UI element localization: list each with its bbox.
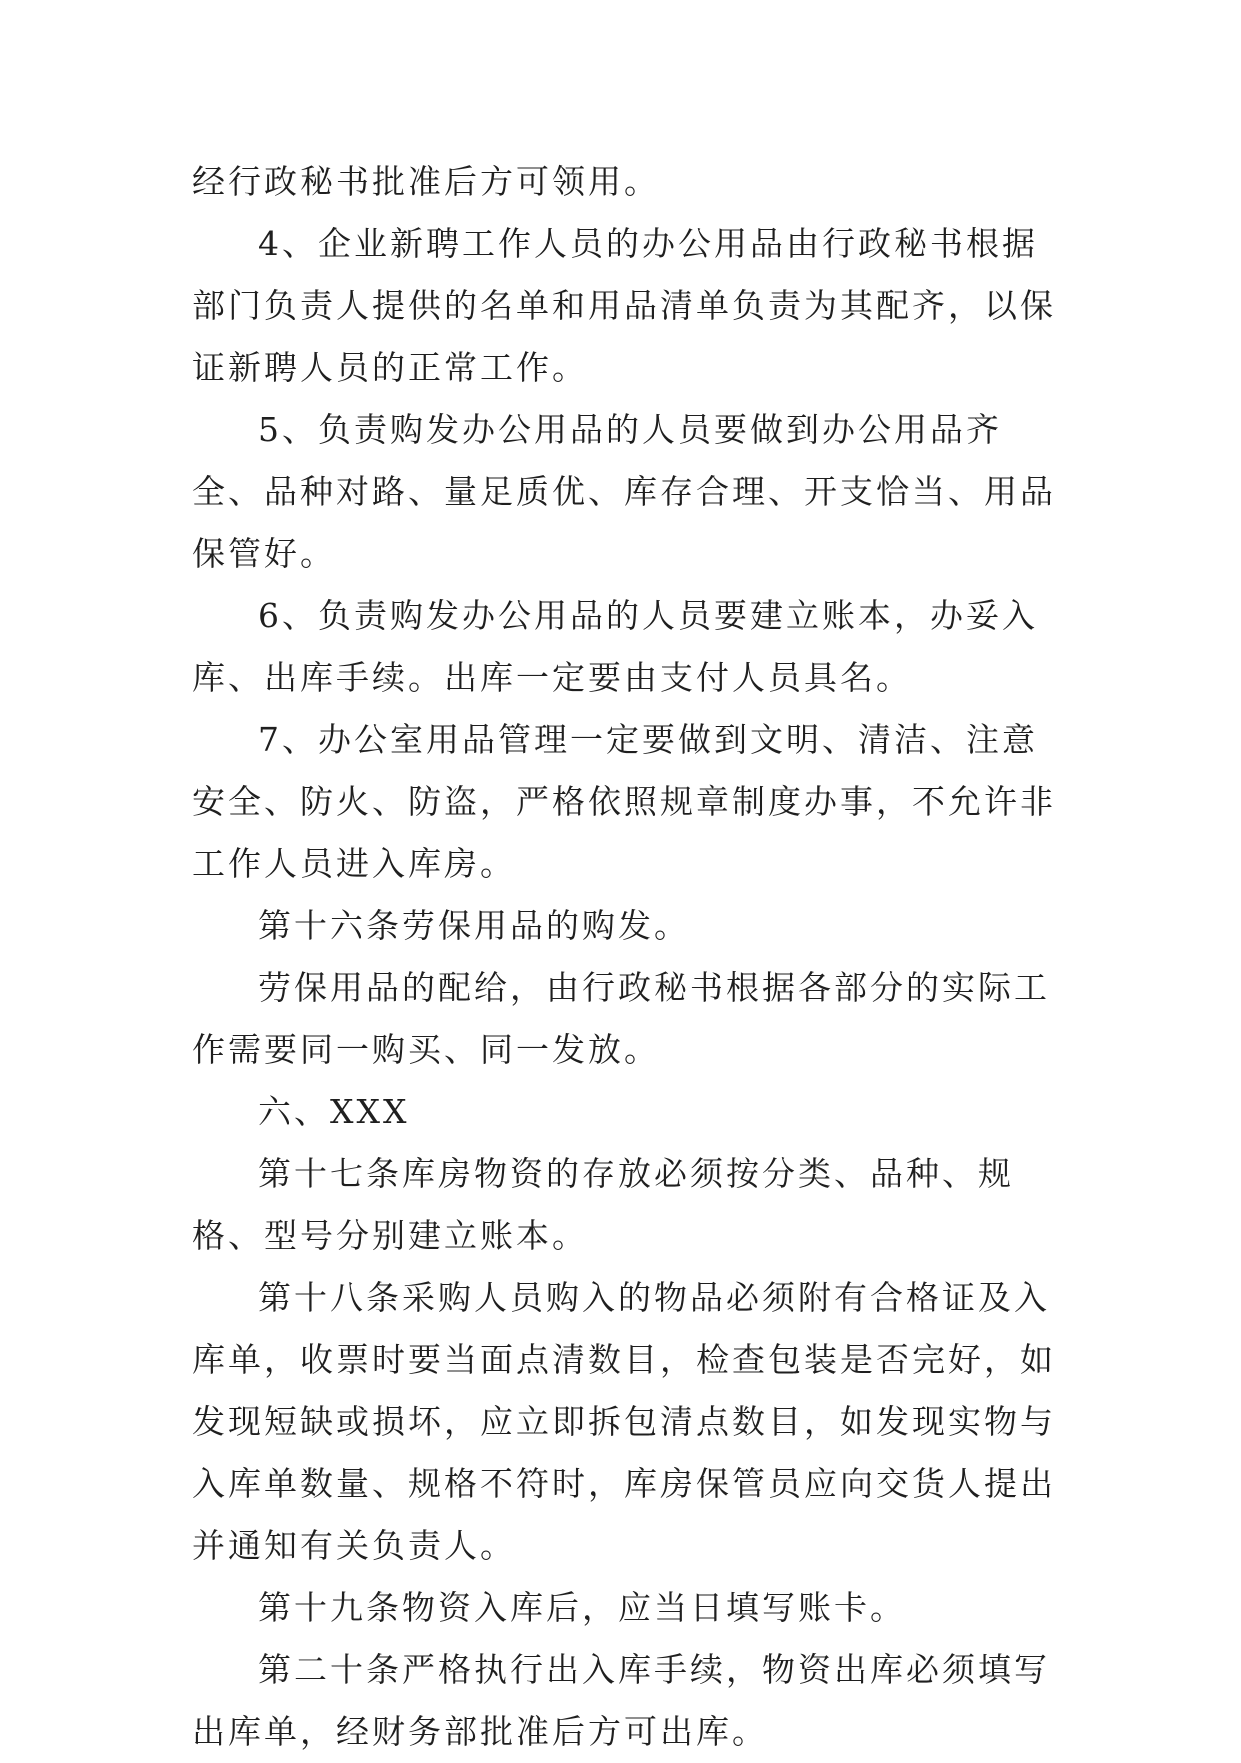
paragraph-item-7: 7、办公室用品管理一定要做到文明、清洁、注意安全、防火、防盗，严格依照规章制度办事，不允许非工作人员进入库房。 xyxy=(192,720,1056,883)
article-19: 第十九条物资入库后，应当日填写账卡。 xyxy=(258,1588,906,1627)
article-16-body: 劳保用品的配给，由行政秘书根据各部分的实际工作需要同一购买、同一发放。 xyxy=(192,968,1050,1069)
article-16-heading: 第十六条劳保用品的购发。 xyxy=(258,906,690,945)
document-body xyxy=(192,151,1062,1763)
paragraph-item-5: 5、负责购发办公用品的人员要做到办公用品齐全、品种对路、量足质优、库存合理、开支恰当、用品保管好。 xyxy=(192,410,1056,573)
section-heading-6: 六、XXX xyxy=(258,1092,410,1131)
article-20: 第二十条严格执行出入库手续，物资出库必须填写出库单，经财务部批准后方可出库。 xyxy=(192,1650,1050,1751)
article-18: 第十八条采购人员购入的物品必须附有合格证及入库单，收票时要当面点清数目，检查包装是否完好，如发现短缺或损坏，应立即拆包清点数目，如发现实物与入库单数量、规格不符时，库房保管员应向交货人提出并通知有关负责人。 xyxy=(192,1278,1056,1565)
paragraph-continuation: 经行政秘书批准后方可领用。 xyxy=(192,162,660,201)
paragraph-item-6: 6、负责购发办公用品的人员要建立账本，办妥入库、出库手续。出库一定要由支付人员具名。 xyxy=(192,596,1038,697)
article-17: 第十七条库房物资的存放必须按分类、品种、规格、型号分别建立账本。 xyxy=(192,1154,1014,1255)
paragraph-item-4: 4、企业新聘工作人员的办公用品由行政秘书根据部门负责人提供的名单和用品清单负责为其配齐，以保证新聘人员的正常工作。 xyxy=(192,224,1056,387)
